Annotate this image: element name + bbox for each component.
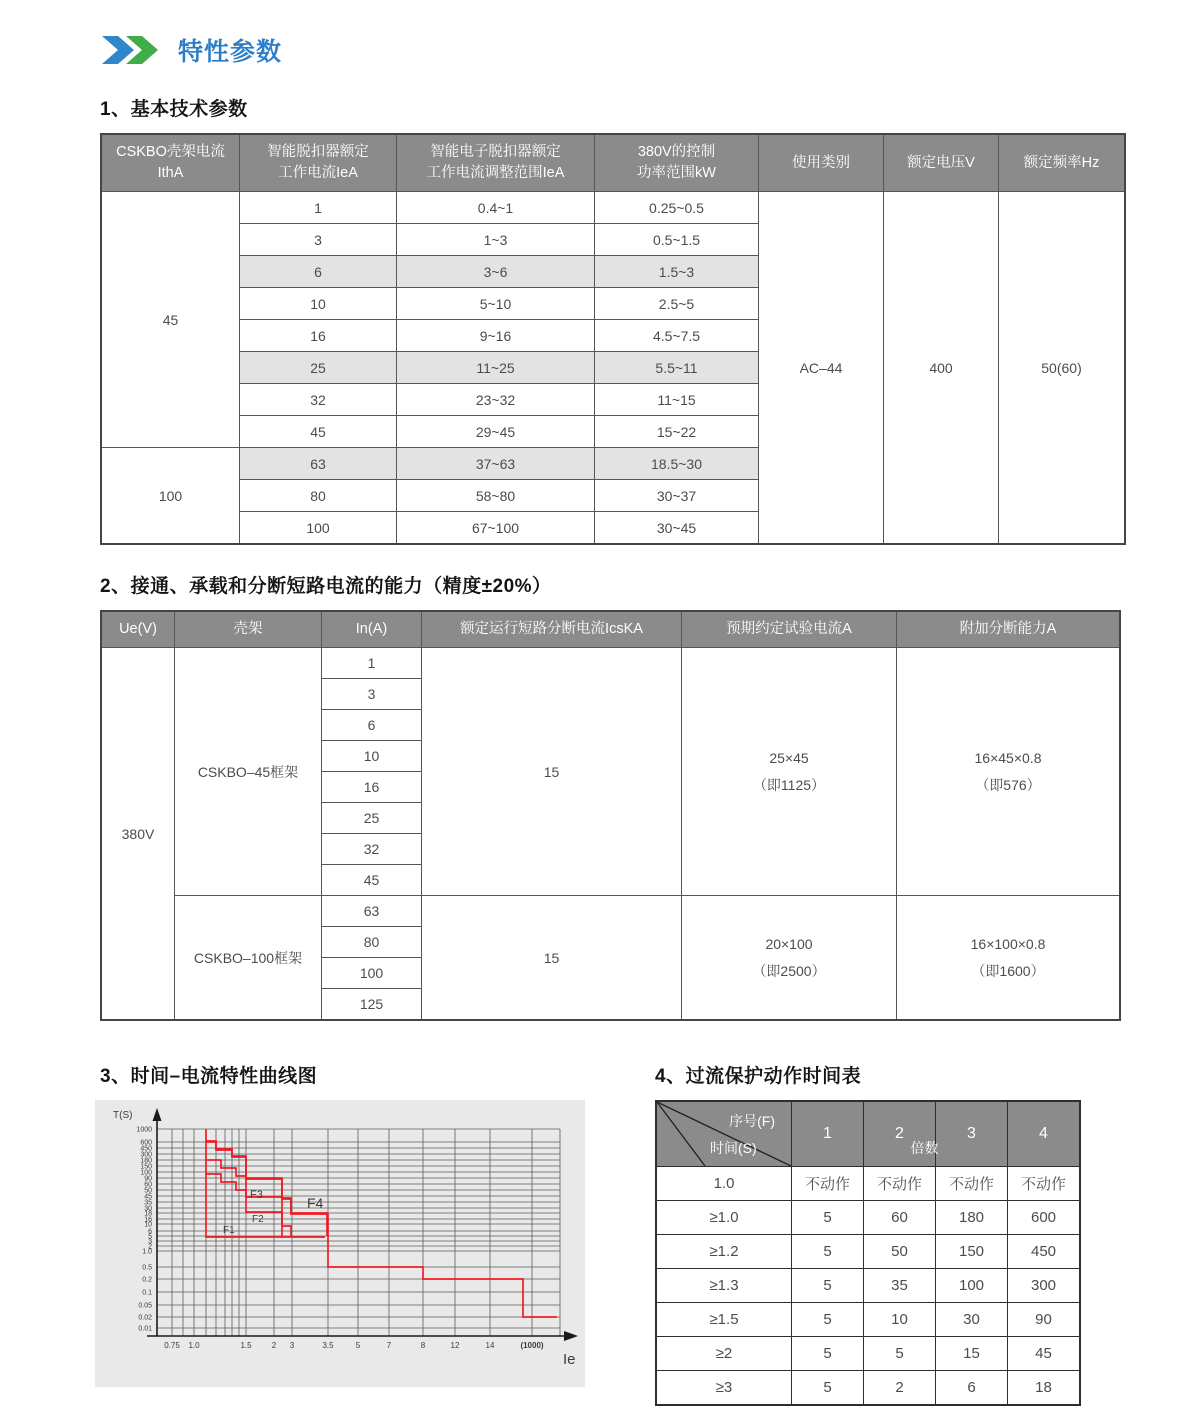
time-value-cell: 10 bbox=[864, 1303, 936, 1337]
y-tick-label: 450 bbox=[140, 1145, 152, 1153]
curve-label-F4: F4 bbox=[307, 1195, 324, 1212]
diagonal-header-cell bbox=[656, 1101, 939, 1167]
diag-label-seq: 序号(F) bbox=[729, 1113, 775, 1130]
in-current-cell: 100 bbox=[322, 958, 422, 989]
in-current-cell: 63 bbox=[322, 896, 422, 927]
table-header-row bbox=[101, 134, 1125, 192]
column-header: 智能脱扣器额定 工作电流IeA bbox=[240, 134, 397, 192]
page-title: 特性参数 bbox=[178, 38, 283, 66]
adjust-range-cell: 11~25 bbox=[397, 352, 595, 384]
power-range-cell: 2.5~5 bbox=[595, 288, 759, 320]
diag-label-time: 时间(S) bbox=[710, 1140, 757, 1157]
y-tick-label: 0.05 bbox=[138, 1302, 152, 1310]
section1-heading: 1、基本技术参数 bbox=[100, 99, 248, 120]
rated-current-cell: 25 bbox=[240, 352, 397, 384]
multiple-cell: ≥1.3 bbox=[656, 1269, 792, 1303]
x-tick-label: 1.5 bbox=[240, 1341, 252, 1351]
power-range-cell: 15~22 bbox=[595, 416, 759, 448]
time-value-cell: 2 bbox=[864, 1371, 936, 1406]
time-value-cell: 5 bbox=[792, 1201, 864, 1235]
power-range-cell: 1.5~3 bbox=[595, 256, 759, 288]
extra-breaking-cell: 16×100×0.8 （即1600） bbox=[897, 896, 1121, 1021]
y-axis-arrow-icon bbox=[153, 1108, 162, 1121]
time-value-cell: 5 bbox=[792, 1337, 864, 1371]
in-current-cell: 45 bbox=[322, 865, 422, 896]
time-value-cell: 100 bbox=[936, 1269, 1008, 1303]
curve-label-F2: F2 bbox=[252, 1214, 264, 1226]
column-header: 额定运行短路分断电流IcsKA bbox=[422, 611, 682, 648]
breaking-capacity-table bbox=[100, 610, 1121, 1021]
y-tick-label: 0.02 bbox=[138, 1314, 152, 1322]
rated-current-cell: 3 bbox=[240, 224, 397, 256]
column-header: 380V的控制 功率范围kW bbox=[595, 134, 759, 192]
curve-F4 bbox=[206, 1142, 557, 1317]
test-current-cell: 20×100 （即2500） bbox=[682, 896, 897, 1021]
multiple-cell: ≥2 bbox=[656, 1337, 792, 1371]
table-row bbox=[656, 1269, 1080, 1303]
in-current-cell: 32 bbox=[322, 834, 422, 865]
test-current-cell: 25×45 （即1125） bbox=[682, 648, 897, 896]
y-tick-label: 180 bbox=[140, 1157, 152, 1165]
multiple-cell: ≥3 bbox=[656, 1371, 792, 1406]
multiple-cell: ≥1.2 bbox=[656, 1235, 792, 1269]
ics-cell: 15 bbox=[422, 896, 682, 1021]
rated-current-cell: 1 bbox=[240, 192, 397, 224]
adjust-range-cell: 37~63 bbox=[397, 448, 595, 480]
time-value-cell: 18 bbox=[1008, 1371, 1081, 1406]
multiple-cell: 1.0 bbox=[656, 1167, 792, 1201]
y-axis-title: T(S) bbox=[113, 1110, 133, 1122]
time-value-cell: 450 bbox=[1008, 1235, 1081, 1269]
y-tick-label: 30 bbox=[144, 1205, 152, 1213]
column-header: 3 bbox=[936, 1101, 1008, 1167]
rated-current-cell: 16 bbox=[240, 320, 397, 352]
time-value-cell: 50 bbox=[864, 1235, 936, 1269]
basic-params-table bbox=[100, 133, 1126, 545]
rated-current-cell: 80 bbox=[240, 480, 397, 512]
curve-F1 bbox=[206, 1174, 282, 1236]
column-header: 额定频率Hz bbox=[999, 134, 1126, 192]
x-tick-label: 3 bbox=[289, 1341, 295, 1351]
time-value-cell: 不动作 bbox=[1008, 1167, 1081, 1201]
y-tick-label: 1000 bbox=[136, 1126, 152, 1134]
section3-heading: 3、时间–电流特性曲线图 bbox=[100, 1066, 318, 1088]
x-tick-label: 7 bbox=[386, 1341, 392, 1351]
extra-breaking-cell: 16×45×0.8 （即576） bbox=[897, 648, 1121, 896]
time-value-cell: 不动作 bbox=[936, 1167, 1008, 1201]
time-value-cell: 150 bbox=[936, 1235, 1008, 1269]
curve-trunk bbox=[206, 1129, 325, 1237]
section2-heading: 2、接通、承载和分断短路电流的能力（精度±20%） bbox=[100, 576, 552, 598]
trip-table-column bbox=[620, 1061, 1100, 1406]
rated-current-cell: 6 bbox=[240, 256, 397, 288]
table-row bbox=[101, 192, 1125, 224]
in-current-cell: 3 bbox=[322, 679, 422, 710]
time-value-cell: 30 bbox=[936, 1303, 1008, 1337]
y-tick-label: 100 bbox=[140, 1169, 152, 1177]
frame-cell: CSKBO–45框架 bbox=[175, 648, 322, 896]
time-value-cell: 不动作 bbox=[792, 1167, 864, 1201]
double-chevron-icon bbox=[100, 34, 164, 66]
multiple-cell: ≥1.0 bbox=[656, 1201, 792, 1235]
rated-current-cell: 45 bbox=[240, 416, 397, 448]
y-tick-label: 1.0 bbox=[142, 1248, 152, 1256]
time-value-cell: 35 bbox=[864, 1269, 936, 1303]
y-tick-label: 600 bbox=[140, 1139, 152, 1147]
in-current-cell: 80 bbox=[322, 927, 422, 958]
datasheet-page bbox=[0, 32, 1200, 1406]
frame-current-cell: 45 bbox=[101, 192, 240, 448]
y-tick-label: 0.1 bbox=[142, 1289, 152, 1297]
power-range-cell: 11~15 bbox=[595, 384, 759, 416]
time-value-cell: 5 bbox=[792, 1303, 864, 1337]
column-header: 智能电子脱扣器额定 工作电流调整范围IeA bbox=[397, 134, 595, 192]
x-tick-label: 14 bbox=[485, 1341, 495, 1351]
time-value-cell: 5 bbox=[792, 1269, 864, 1303]
power-range-cell: 30~45 bbox=[595, 512, 759, 545]
table-row bbox=[101, 648, 1120, 679]
table-row bbox=[656, 1235, 1080, 1269]
x-tick-label: 3.5 bbox=[322, 1341, 334, 1351]
rated-current-cell: 100 bbox=[240, 512, 397, 545]
power-range-cell: 30~37 bbox=[595, 480, 759, 512]
column-header: 额定电压V bbox=[884, 134, 999, 192]
y-tick-label: 50 bbox=[144, 1187, 152, 1195]
time-value-cell: 180 bbox=[936, 1201, 1008, 1235]
y-tick-label: 6 bbox=[148, 1228, 152, 1236]
curve-F3 bbox=[206, 1141, 327, 1236]
rated-current-cell: 32 bbox=[240, 384, 397, 416]
adjust-range-cell: 23~32 bbox=[397, 384, 595, 416]
table-row bbox=[656, 1167, 1080, 1201]
y-tick-label: 2 bbox=[148, 1243, 152, 1251]
table-row bbox=[101, 896, 1120, 927]
x-axis-title: Ie bbox=[563, 1351, 576, 1369]
rated-frequency-cell: 50(60) bbox=[999, 192, 1126, 545]
time-current-chart bbox=[95, 1100, 585, 1387]
ue-cell: 380V bbox=[101, 648, 175, 1021]
column-header: Ue(V) bbox=[101, 611, 175, 648]
curve-label-F1: F1 bbox=[223, 1225, 235, 1237]
table-header-row bbox=[656, 1101, 1080, 1167]
page-header bbox=[100, 32, 1200, 68]
rated-voltage-cell: 400 bbox=[884, 192, 999, 545]
power-range-cell: 0.25~0.5 bbox=[595, 192, 759, 224]
column-header: 4 bbox=[1008, 1101, 1081, 1167]
table-row bbox=[656, 1371, 1080, 1406]
column-header: 2 bbox=[864, 1101, 936, 1167]
power-range-cell: 4.5~7.5 bbox=[595, 320, 759, 352]
multiple-cell: ≥1.5 bbox=[656, 1303, 792, 1337]
column-header: 使用类别 bbox=[759, 134, 884, 192]
column-header: 附加分断能力A bbox=[897, 611, 1121, 648]
time-value-cell: 60 bbox=[864, 1201, 936, 1235]
time-value-cell: 600 bbox=[1008, 1201, 1081, 1235]
adjust-range-cell: 29~45 bbox=[397, 416, 595, 448]
x-tick-label: 12 bbox=[450, 1341, 460, 1351]
time-value-cell: 45 bbox=[1008, 1337, 1081, 1371]
y-tick-label: 300 bbox=[140, 1151, 152, 1159]
section4-heading: 4、过流保护动作时间表 bbox=[655, 1066, 862, 1088]
adjust-range-cell: 0.4~1 bbox=[397, 192, 595, 224]
adjust-range-cell: 1~3 bbox=[397, 224, 595, 256]
in-current-cell: 16 bbox=[322, 772, 422, 803]
power-range-cell: 5.5~11 bbox=[595, 352, 759, 384]
curve-label-F3: F3 bbox=[250, 1189, 263, 1202]
adjust-range-cell: 5~10 bbox=[397, 288, 595, 320]
table-header-row bbox=[101, 611, 1120, 648]
trip-time-table bbox=[655, 1100, 1081, 1406]
time-value-cell: 300 bbox=[1008, 1269, 1081, 1303]
time-value-cell: 90 bbox=[1008, 1303, 1081, 1337]
power-range-cell: 18.5~30 bbox=[595, 448, 759, 480]
table-row bbox=[656, 1303, 1080, 1337]
x-tick-label: (1000) bbox=[520, 1341, 544, 1351]
time-value-cell: 5 bbox=[864, 1337, 936, 1371]
y-tick-label: 16 bbox=[144, 1216, 152, 1224]
curve-F2 bbox=[206, 1160, 291, 1236]
x-tick-label: 1.0 bbox=[188, 1341, 200, 1351]
in-current-cell: 6 bbox=[322, 710, 422, 741]
x-axis-arrow-icon bbox=[564, 1331, 578, 1341]
adjust-range-cell: 67~100 bbox=[397, 512, 595, 545]
column-header: In(A) bbox=[322, 611, 422, 648]
ics-cell: 15 bbox=[422, 648, 682, 896]
table-row bbox=[656, 1201, 1080, 1235]
y-tick-label: 150 bbox=[140, 1163, 152, 1171]
y-tick-label: 0.2 bbox=[142, 1276, 152, 1284]
frame-current-cell: 100 bbox=[101, 448, 240, 545]
chart-column bbox=[95, 1061, 620, 1406]
in-current-cell: 25 bbox=[322, 803, 422, 834]
x-tick-label: 2 bbox=[271, 1341, 277, 1351]
column-header: 预期约定试验电流A bbox=[682, 611, 897, 648]
x-tick-label: 0.75 bbox=[164, 1341, 180, 1351]
y-tick-label: 10 bbox=[144, 1221, 152, 1229]
column-header: 壳架 bbox=[175, 611, 322, 648]
y-tick-label: 35 bbox=[144, 1199, 152, 1207]
time-value-cell: 5 bbox=[792, 1371, 864, 1406]
y-tick-label: 0.01 bbox=[138, 1325, 152, 1333]
bottom-section bbox=[95, 1061, 1200, 1406]
in-current-cell: 1 bbox=[322, 648, 422, 679]
y-tick-label: 3 bbox=[148, 1238, 152, 1246]
time-value-cell: 15 bbox=[936, 1337, 1008, 1371]
time-value-cell: 5 bbox=[792, 1235, 864, 1269]
power-range-cell: 0.5~1.5 bbox=[595, 224, 759, 256]
diag-label-multiple: 倍数 bbox=[910, 1140, 939, 1157]
adjust-range-cell: 9~16 bbox=[397, 320, 595, 352]
in-current-cell: 10 bbox=[322, 741, 422, 772]
y-tick-label: 60 bbox=[144, 1181, 152, 1189]
y-tick-label: 0.5 bbox=[142, 1264, 152, 1272]
adjust-range-cell: 58~80 bbox=[397, 480, 595, 512]
y-tick-label: 90 bbox=[144, 1175, 152, 1183]
column-header: 1 bbox=[792, 1101, 864, 1167]
rated-current-cell: 63 bbox=[240, 448, 397, 480]
frame-cell: CSKBO–100框架 bbox=[175, 896, 322, 1021]
y-tick-label: 5 bbox=[148, 1233, 152, 1241]
table-row bbox=[656, 1337, 1080, 1371]
y-tick-label: 45 bbox=[144, 1193, 152, 1201]
x-tick-label: 8 bbox=[420, 1341, 426, 1351]
chart-panel bbox=[95, 1100, 585, 1387]
adjust-range-cell: 3~6 bbox=[397, 256, 595, 288]
rated-current-cell: 10 bbox=[240, 288, 397, 320]
in-current-cell: 125 bbox=[322, 989, 422, 1021]
column-header: CSKBO壳架电流 IthA bbox=[101, 134, 240, 192]
x-tick-label: 5 bbox=[355, 1341, 361, 1351]
usage-category-cell: AC–44 bbox=[759, 192, 884, 545]
y-tick-label: 18 bbox=[144, 1210, 152, 1218]
time-value-cell: 6 bbox=[936, 1371, 1008, 1406]
time-value-cell: 不动作 bbox=[864, 1167, 936, 1201]
